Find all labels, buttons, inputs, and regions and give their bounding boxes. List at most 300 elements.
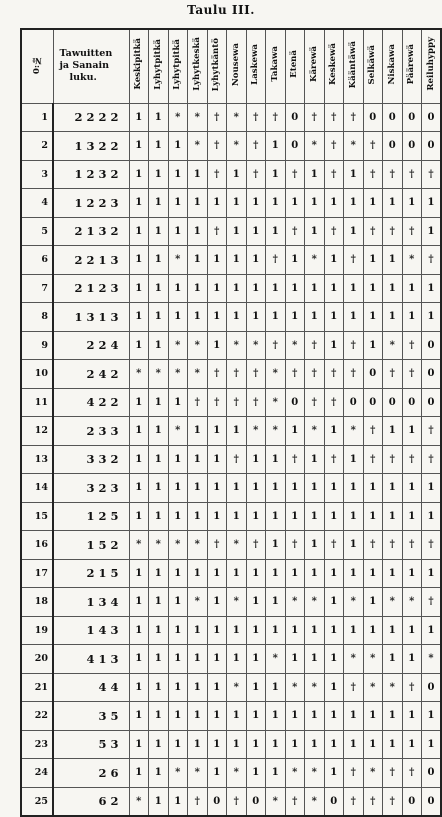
table-cell: 1 — [207, 417, 227, 446]
row-pattern: 323 — [53, 474, 129, 503]
row-pattern: 125 — [53, 502, 129, 531]
table-cell: 0 — [402, 787, 422, 816]
table-row — [21, 160, 441, 189]
table-cell: † — [363, 132, 383, 161]
row-pattern: 62 — [53, 787, 129, 816]
table-cell: 1 — [285, 189, 305, 218]
table-cell: 1 — [285, 246, 305, 275]
table-cell: † — [285, 787, 305, 816]
table-cell: 1 — [207, 189, 227, 218]
table-cell: * — [305, 132, 325, 161]
table-row — [21, 445, 441, 474]
table-cell: † — [188, 787, 208, 816]
table-cell: 1 — [129, 303, 149, 332]
table-cell: 0 — [246, 787, 266, 816]
row-number: 22 — [21, 702, 53, 731]
row-number: 20 — [21, 645, 53, 674]
table-cell: 1 — [149, 132, 169, 161]
table-cell: 1 — [149, 303, 169, 332]
table-cell: 1 — [129, 274, 149, 303]
table-cell: * — [227, 103, 247, 132]
table-cell: 1 — [363, 559, 383, 588]
table-cell: * — [383, 673, 403, 702]
table-cell: 1 — [246, 217, 266, 246]
table-cell: 1 — [324, 474, 344, 503]
table-cell: 0 — [402, 132, 422, 161]
table-cell: 1 — [207, 645, 227, 674]
table-row — [21, 702, 441, 731]
table-cell: 1 — [188, 645, 208, 674]
table-cell: 1 — [168, 388, 188, 417]
table-cell: † — [402, 360, 422, 389]
row-number: 5 — [21, 217, 53, 246]
table-cell: 1 — [129, 645, 149, 674]
table-cell: 0 — [422, 759, 442, 788]
header-column — [207, 29, 227, 103]
table-cell: * — [227, 759, 247, 788]
header-column-label: Niskawa — [386, 44, 397, 85]
table-cell: 1 — [383, 274, 403, 303]
table-cell: † — [422, 160, 442, 189]
table-cell: † — [402, 217, 422, 246]
table-cell: 1 — [324, 417, 344, 446]
table-cell: † — [344, 759, 364, 788]
table-cell: † — [207, 132, 227, 161]
table-cell: * — [149, 531, 169, 560]
header-column — [422, 29, 442, 103]
table-row — [21, 588, 441, 617]
table-cell: † — [363, 160, 383, 189]
header-column — [363, 29, 383, 103]
table-row — [21, 616, 441, 645]
table-cell: † — [363, 445, 383, 474]
table-cell: 1 — [402, 559, 422, 588]
table-cell: * — [266, 360, 286, 389]
table-cell: * — [344, 588, 364, 617]
table-row — [21, 474, 441, 503]
table-cell: † — [422, 531, 442, 560]
table-cell: 1 — [363, 588, 383, 617]
table-cell: 1 — [305, 730, 325, 759]
table-cell: 1 — [324, 730, 344, 759]
table-cell: † — [207, 360, 227, 389]
table-cell: 1 — [422, 274, 442, 303]
table-cell: 1 — [363, 616, 383, 645]
table-cell: 0 — [422, 787, 442, 816]
table-cell: 1 — [266, 559, 286, 588]
table-cell: 1 — [188, 417, 208, 446]
header-column — [227, 29, 247, 103]
table-cell: † — [324, 531, 344, 560]
table-cell: † — [266, 331, 286, 360]
table-cell: 1 — [266, 531, 286, 560]
header-number — [21, 29, 53, 103]
table-cell: † — [285, 445, 305, 474]
table-cell: 0 — [402, 388, 422, 417]
table-row — [21, 132, 441, 161]
table-cell: 1 — [207, 502, 227, 531]
table-cell: † — [246, 388, 266, 417]
table-cell: 1 — [149, 730, 169, 759]
table-cell: 1 — [285, 702, 305, 731]
table-cell: * — [305, 588, 325, 617]
table-cell: * — [285, 759, 305, 788]
table-row — [21, 303, 441, 332]
table-cell: 1 — [168, 445, 188, 474]
table-cell: 1 — [188, 702, 208, 731]
table-cell: † — [344, 787, 364, 816]
table-cell: 1 — [149, 103, 169, 132]
table-cell: † — [285, 360, 305, 389]
table-row — [21, 274, 441, 303]
row-number: 17 — [21, 559, 53, 588]
table-cell: 1 — [363, 246, 383, 275]
table-cell: 1 — [149, 702, 169, 731]
table-cell: 1 — [285, 645, 305, 674]
table-cell: * — [305, 673, 325, 702]
table-cell: 1 — [149, 274, 169, 303]
table-cell: † — [344, 331, 364, 360]
table-row — [21, 730, 441, 759]
table-cell: 1 — [168, 474, 188, 503]
row-number: 13 — [21, 445, 53, 474]
table-cell: † — [227, 787, 247, 816]
header-column-label: Nousewa — [230, 42, 241, 86]
table-cell: 0 — [324, 787, 344, 816]
table-cell: † — [246, 103, 266, 132]
table-cell: 1 — [305, 559, 325, 588]
table-cell: 1 — [305, 274, 325, 303]
table-cell: 1 — [422, 702, 442, 731]
row-pattern: 134 — [53, 588, 129, 617]
table-cell: 0 — [363, 388, 383, 417]
header-column-label: Keskipitkä — [133, 38, 144, 91]
row-number: 9 — [21, 331, 53, 360]
table-cell: 1 — [422, 189, 442, 218]
table-cell: 1 — [285, 417, 305, 446]
table-cell: 1 — [266, 189, 286, 218]
row-pattern: 1232 — [53, 160, 129, 189]
table-cell: 1 — [188, 502, 208, 531]
table-cell: 1 — [344, 160, 364, 189]
header-column — [266, 29, 286, 103]
table-cell: * — [227, 331, 247, 360]
table-cell: † — [324, 217, 344, 246]
page-title: Taulu III. — [187, 3, 255, 17]
table-cell: 1 — [344, 531, 364, 560]
table-cell: 1 — [168, 189, 188, 218]
table-cell: 0 — [285, 103, 305, 132]
header-pattern-line3: luku. — [69, 72, 97, 84]
table-cell: 1 — [324, 303, 344, 332]
table-cell: † — [324, 132, 344, 161]
table-cell: * — [285, 588, 305, 617]
table-cell: 1 — [129, 502, 149, 531]
table-cell: 1 — [149, 588, 169, 617]
row-number: 24 — [21, 759, 53, 788]
table-cell: † — [383, 759, 403, 788]
table-row — [21, 787, 441, 816]
table-cell: † — [383, 360, 403, 389]
table-cell: 1 — [305, 531, 325, 560]
table-cell: † — [227, 388, 247, 417]
table-cell: † — [227, 445, 247, 474]
table-cell: 1 — [305, 502, 325, 531]
table-cell: 1 — [305, 474, 325, 503]
row-pattern: 422 — [53, 388, 129, 417]
table-cell: 1 — [188, 217, 208, 246]
table-cell: † — [285, 160, 305, 189]
table-cell: 1 — [168, 588, 188, 617]
table-cell: 1 — [149, 559, 169, 588]
table-cell: † — [324, 103, 344, 132]
table-cell: 1 — [149, 759, 169, 788]
table-cell: 1 — [129, 331, 149, 360]
table-cell: 1 — [266, 217, 286, 246]
table-cell: 1 — [168, 303, 188, 332]
table-cell: † — [383, 217, 403, 246]
row-pattern: 413 — [53, 645, 129, 674]
table-cell: † — [188, 388, 208, 417]
table-cell: 1 — [344, 702, 364, 731]
row-number: 18 — [21, 588, 53, 617]
table-cell: 1 — [149, 474, 169, 503]
table-cell: 1 — [402, 502, 422, 531]
table-cell: 1 — [383, 616, 403, 645]
table-row — [21, 673, 441, 702]
table-cell: † — [402, 331, 422, 360]
header-column — [402, 29, 422, 103]
table-cell: † — [402, 759, 422, 788]
header-column-label: Laskewa — [250, 43, 261, 85]
table-cell: † — [324, 445, 344, 474]
table-cell: † — [363, 417, 383, 446]
table-cell: * — [305, 417, 325, 446]
table-cell: 1 — [188, 616, 208, 645]
table-cell: * — [188, 531, 208, 560]
table-row — [21, 645, 441, 674]
table-cell: 1 — [129, 189, 149, 218]
table-cell: 1 — [168, 132, 188, 161]
header-column-label: Reiluhyppy — [425, 37, 436, 92]
table-cell: 0 — [207, 787, 227, 816]
row-number: 25 — [21, 787, 53, 816]
table-cell: † — [305, 360, 325, 389]
header-column — [188, 29, 208, 103]
table-cell: † — [383, 531, 403, 560]
row-number: 10 — [21, 360, 53, 389]
table-cell: * — [129, 360, 149, 389]
table-cell: 1 — [149, 331, 169, 360]
header-column — [149, 29, 169, 103]
table-cell: 1 — [188, 559, 208, 588]
header-column — [344, 29, 364, 103]
table-cell: † — [402, 445, 422, 474]
table-cell: 1 — [344, 189, 364, 218]
table-cell: 1 — [188, 274, 208, 303]
table-cell: † — [383, 445, 403, 474]
table-cell: 1 — [383, 502, 403, 531]
row-pattern: 152 — [53, 531, 129, 560]
table-cell: 1 — [129, 588, 149, 617]
table-cell: * — [188, 103, 208, 132]
table-cell: 1 — [383, 303, 403, 332]
table-body — [21, 103, 441, 816]
table-row — [21, 360, 441, 389]
table-cell: 1 — [149, 417, 169, 446]
table-cell: 1 — [207, 759, 227, 788]
table-cell: 1 — [383, 417, 403, 446]
table-cell: 1 — [305, 445, 325, 474]
row-number: 1 — [21, 103, 53, 132]
table-cell: 1 — [402, 730, 422, 759]
table-cell: * — [383, 588, 403, 617]
table-cell: 1 — [149, 445, 169, 474]
table-cell: 1 — [129, 702, 149, 731]
table-cell: 1 — [383, 189, 403, 218]
header-column-label: Selkäwä — [367, 44, 378, 84]
table-cell: * — [344, 132, 364, 161]
row-pattern: 224 — [53, 331, 129, 360]
row-number: 23 — [21, 730, 53, 759]
table-cell: † — [207, 388, 227, 417]
table-cell: 1 — [266, 132, 286, 161]
table-cell: 1 — [207, 274, 227, 303]
table-row — [21, 189, 441, 218]
table-cell: 1 — [188, 303, 208, 332]
table-cell: † — [383, 787, 403, 816]
table-cell: 1 — [149, 388, 169, 417]
table-cell: * — [266, 417, 286, 446]
table-cell: † — [402, 673, 422, 702]
table-cell: 1 — [129, 445, 149, 474]
row-pattern: 233 — [53, 417, 129, 446]
table-cell: 1 — [344, 616, 364, 645]
table-cell: 1 — [188, 673, 208, 702]
table-cell: 1 — [129, 616, 149, 645]
header-column — [324, 29, 344, 103]
table-cell: 1 — [305, 217, 325, 246]
table-cell: † — [246, 160, 266, 189]
table-cell: 0 — [422, 331, 442, 360]
row-number: 7 — [21, 274, 53, 303]
table-cell: 1 — [227, 160, 247, 189]
table-cell: 1 — [285, 559, 305, 588]
table-cell: 1 — [305, 160, 325, 189]
table-cell: 1 — [149, 160, 169, 189]
header-column — [383, 29, 403, 103]
table-cell: 1 — [383, 246, 403, 275]
table-cell: * — [305, 246, 325, 275]
header-column — [285, 29, 305, 103]
table-cell: 1 — [149, 673, 169, 702]
table-cell: 1 — [266, 303, 286, 332]
table-cell: 1 — [168, 645, 188, 674]
table-cell: † — [324, 160, 344, 189]
table-cell: * — [129, 787, 149, 816]
header-column-label: Etenä — [289, 50, 300, 79]
table-cell: * — [188, 331, 208, 360]
table-cell: * — [363, 645, 383, 674]
table-cell: 1 — [168, 217, 188, 246]
table-cell: † — [363, 787, 383, 816]
table-cell: 1 — [285, 274, 305, 303]
table-cell: 1 — [227, 417, 247, 446]
table-row — [21, 246, 441, 275]
table-cell: * — [246, 331, 266, 360]
table-cell: † — [305, 331, 325, 360]
table-cell: 1 — [422, 616, 442, 645]
table-row — [21, 759, 441, 788]
table-cell: † — [324, 360, 344, 389]
row-pattern: 1322 — [53, 132, 129, 161]
table-cell: 1 — [188, 730, 208, 759]
table-cell: † — [227, 360, 247, 389]
table-cell: 1 — [246, 616, 266, 645]
table-cell: 1 — [227, 645, 247, 674]
table-cell: * — [383, 331, 403, 360]
table-cell: * — [344, 645, 364, 674]
table-cell: 1 — [324, 559, 344, 588]
table-cell: 1 — [285, 616, 305, 645]
table-cell: 1 — [246, 474, 266, 503]
header-column — [246, 29, 266, 103]
table-cell: 1 — [246, 673, 266, 702]
table-cell: 1 — [324, 274, 344, 303]
table-cell: 1 — [168, 160, 188, 189]
table-cell: * — [305, 759, 325, 788]
table-cell: 1 — [402, 645, 422, 674]
table-cell: † — [363, 531, 383, 560]
row-pattern: 242 — [53, 360, 129, 389]
table-cell: 1 — [266, 702, 286, 731]
table-cell: 1 — [383, 730, 403, 759]
table-cell: 1 — [305, 645, 325, 674]
table-cell: † — [285, 531, 305, 560]
table-cell: * — [188, 588, 208, 617]
table-cell: 1 — [168, 702, 188, 731]
table-cell: 1 — [168, 274, 188, 303]
header-column-label: Kärewä — [308, 46, 319, 83]
table-cell: † — [344, 673, 364, 702]
row-number: 11 — [21, 388, 53, 417]
header-column-label: Lyhytkeskä — [191, 37, 202, 92]
header-pattern-line2: ja Sanain — [59, 60, 109, 72]
table-cell: 1 — [168, 673, 188, 702]
table-cell: 1 — [266, 730, 286, 759]
table-cell: † — [402, 160, 422, 189]
table-cell: 1 — [324, 246, 344, 275]
table-cell: † — [422, 588, 442, 617]
table-cell: 0 — [402, 103, 422, 132]
table-cell: * — [227, 531, 247, 560]
table-cell: † — [402, 531, 422, 560]
row-number: 15 — [21, 502, 53, 531]
table-cell: 1 — [246, 189, 266, 218]
table-cell: 1 — [266, 445, 286, 474]
table-cell: 0 — [363, 103, 383, 132]
table-cell: 1 — [402, 303, 422, 332]
table-cell: 1 — [402, 474, 422, 503]
row-pattern: 332 — [53, 445, 129, 474]
table-cell: 1 — [422, 303, 442, 332]
header-column — [168, 29, 188, 103]
table-cell: 0 — [285, 132, 305, 161]
table-cell: 1 — [246, 759, 266, 788]
table-cell: 1 — [363, 331, 383, 360]
row-number: 12 — [21, 417, 53, 446]
table-cell: * — [402, 246, 422, 275]
